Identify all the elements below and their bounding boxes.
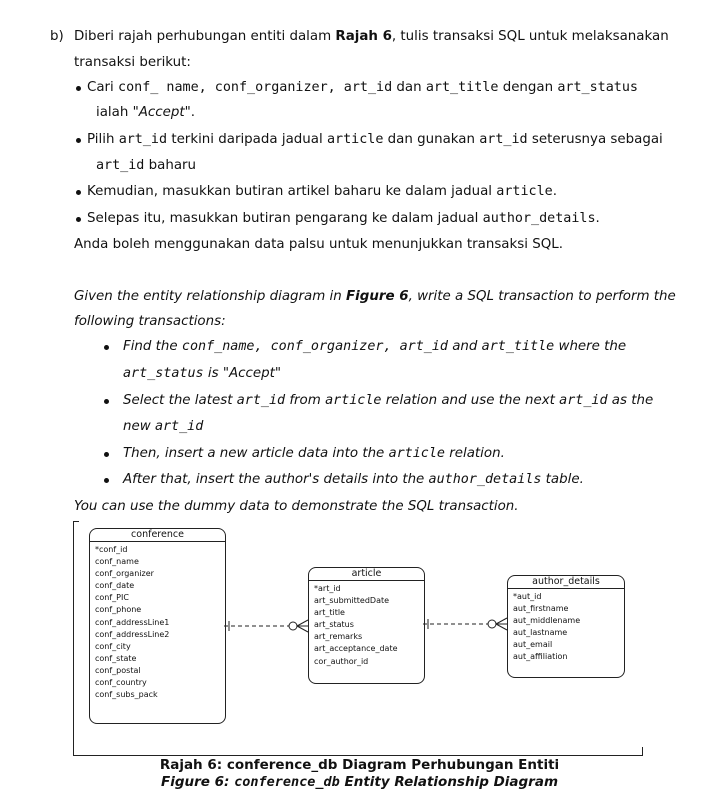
malay-b1-code-1: conf_ name, conf_organizer, art_id: [118, 80, 393, 95]
malay-b1-text-c: dengan: [498, 80, 558, 95]
attribute: *aut_id: [513, 592, 542, 601]
english-b2-text-c: relation and use the next: [381, 393, 560, 408]
attribute: art_acceptance_date: [314, 644, 398, 654]
english-b2-text-a: Select the latest: [123, 393, 237, 408]
english-b2-text-d: as the: [607, 393, 654, 408]
malay-b1-code-2: art_title: [425, 80, 499, 95]
attribute: *conf_id: [95, 545, 128, 554]
caption-english-b: Entity Relationship Diagram: [339, 774, 559, 790]
english-b4-text-a: After that, insert the author's details into the: [123, 472, 429, 487]
malay-b4-text-a: Selepas itu, masukkan butiran pengarang ke dalam jadual: [87, 211, 483, 226]
malay-b1-text-a: Cari: [87, 80, 119, 95]
malay-b4-code: author_details: [482, 211, 596, 226]
malay-b1-l2-text-a: ialah ": [96, 105, 139, 120]
attribute: conf_phone: [95, 605, 142, 615]
english-b2-code-2: article: [325, 393, 382, 408]
malay-intro-line2: transaksi berikut:: [74, 55, 191, 70]
attribute: art_remarks: [314, 632, 363, 642]
english-b1-text-b: and: [447, 339, 482, 354]
english-intro-text-a: Given the entity relationship diagram in: [74, 289, 347, 304]
attribute: conf_date: [95, 581, 135, 591]
malay-b4-text-b: .: [595, 211, 600, 226]
attribute: conf_addressLine2: [95, 629, 170, 639]
attribute: conf_name: [95, 557, 139, 567]
malay-b2-code-1: art_id: [118, 132, 168, 147]
attribute: art_title: [314, 608, 345, 618]
english-b3-code: article: [388, 446, 445, 461]
english-b1-text-a: Find the: [123, 339, 182, 354]
english-b2-code-1: art_id: [236, 393, 286, 408]
malay-b2-text-b: terkini daripada jadual: [167, 132, 327, 147]
malay-b2-text-d: seterusnya sebagai: [527, 132, 663, 147]
caption-malay: Rajah 6: conference_db Diagram Perhubungan Entiti: [159, 757, 560, 773]
malay-b3-code: article: [496, 184, 553, 199]
attribute: conf_country: [95, 678, 147, 688]
english-figure-ref: Figure 6: [346, 289, 409, 304]
attribute: aut_affiliation: [513, 652, 568, 662]
malay-closing: Anda boleh menggunakan data palsu untuk menunjukkan transaksi SQL.: [74, 237, 563, 252]
attribute: conf_organizer: [95, 569, 154, 579]
malay-b1-text-b: dan: [392, 80, 426, 95]
english-b2-code-3: art_id: [559, 393, 608, 408]
attribute: cor_author_id: [314, 656, 369, 666]
attribute: aut_middlename: [513, 616, 581, 626]
malay-b3-text-a: Kemudian, masukkan butiran artikel baharu ke dalam jadual: [87, 184, 497, 199]
english-b1-l2-text: is "Accept": [203, 366, 282, 381]
malay-figure-ref: Rajah 6: [335, 29, 392, 44]
attribute: aut_email: [513, 640, 553, 650]
entity-author-details-title: author_details: [508, 576, 624, 589]
attribute: conf_city: [95, 641, 131, 651]
english-b2-l2-text: new: [123, 419, 155, 434]
relationship-article-author: [423, 618, 507, 630]
attribute: conf_postal: [95, 665, 141, 675]
attribute: conf_subs_pack: [95, 690, 158, 700]
malay-b2-text-c: dan gunakan: [383, 132, 480, 147]
english-b2-text-b: from: [285, 393, 326, 408]
malay-b2-l2-text: baharu: [144, 158, 197, 173]
english-b1-code-1: conf_name, conf_organizer, art_id: [181, 339, 448, 354]
attribute: art_submittedDate: [314, 596, 390, 606]
entity-conference-title: conference: [90, 529, 225, 542]
english-b1-text-c: where the: [554, 339, 627, 354]
malay-b3-text-b: .: [552, 184, 557, 199]
attribute: *art_id: [314, 584, 341, 593]
malay-b1-l2-text-b: ".: [184, 105, 196, 120]
entity-article-title: article: [309, 568, 424, 581]
attribute: art_status: [314, 620, 354, 630]
attribute: conf_addressLine1: [95, 617, 170, 627]
malay-b2-l2-code: art_id: [96, 158, 145, 173]
malay-b2-code-2: article: [326, 132, 384, 147]
english-b1-l2-code: art_status: [123, 366, 204, 381]
relationship-conference-article: [224, 620, 308, 632]
malay-b1-accept: Accept: [138, 105, 185, 120]
english-b1-code-2: art_title: [481, 339, 555, 354]
malay-b2-text-a: Pilih: [87, 132, 119, 147]
malay-b2-code-3: art_id: [479, 132, 528, 147]
english-intro-line2: following transactions:: [74, 314, 226, 329]
attribute: aut_firstname: [513, 604, 569, 614]
english-closing: You can use the dummy data to demonstrate the SQL transaction.: [74, 499, 519, 514]
english-b3-text-b: relation.: [445, 446, 505, 461]
attribute: conf_PIC: [95, 593, 129, 603]
english-b2-l2-code: art_id: [154, 419, 204, 434]
english-b4-code: author_details: [428, 472, 542, 487]
english-intro-text-b: , write a SQL transaction to perform the: [408, 289, 676, 304]
caption-english-code: conference_db: [234, 774, 340, 790]
attribute: conf_state: [95, 653, 137, 663]
english-b4-text-b: table.: [541, 472, 584, 487]
caption-english: [0, 774, 719, 790]
attribute: aut_lastname: [513, 628, 568, 638]
english-b3-text-a: Then, insert a new article data into the: [123, 446, 389, 461]
question-label: b): [50, 29, 64, 44]
malay-intro-text-a: Diberi rajah perhubungan entiti dalam: [74, 29, 336, 44]
malay-intro-text-b: , tulis transaksi SQL untuk melaksanakan: [391, 29, 669, 44]
malay-b1-code-3: art_status: [557, 80, 638, 95]
caption-english-a: Figure 6:: [160, 774, 235, 790]
